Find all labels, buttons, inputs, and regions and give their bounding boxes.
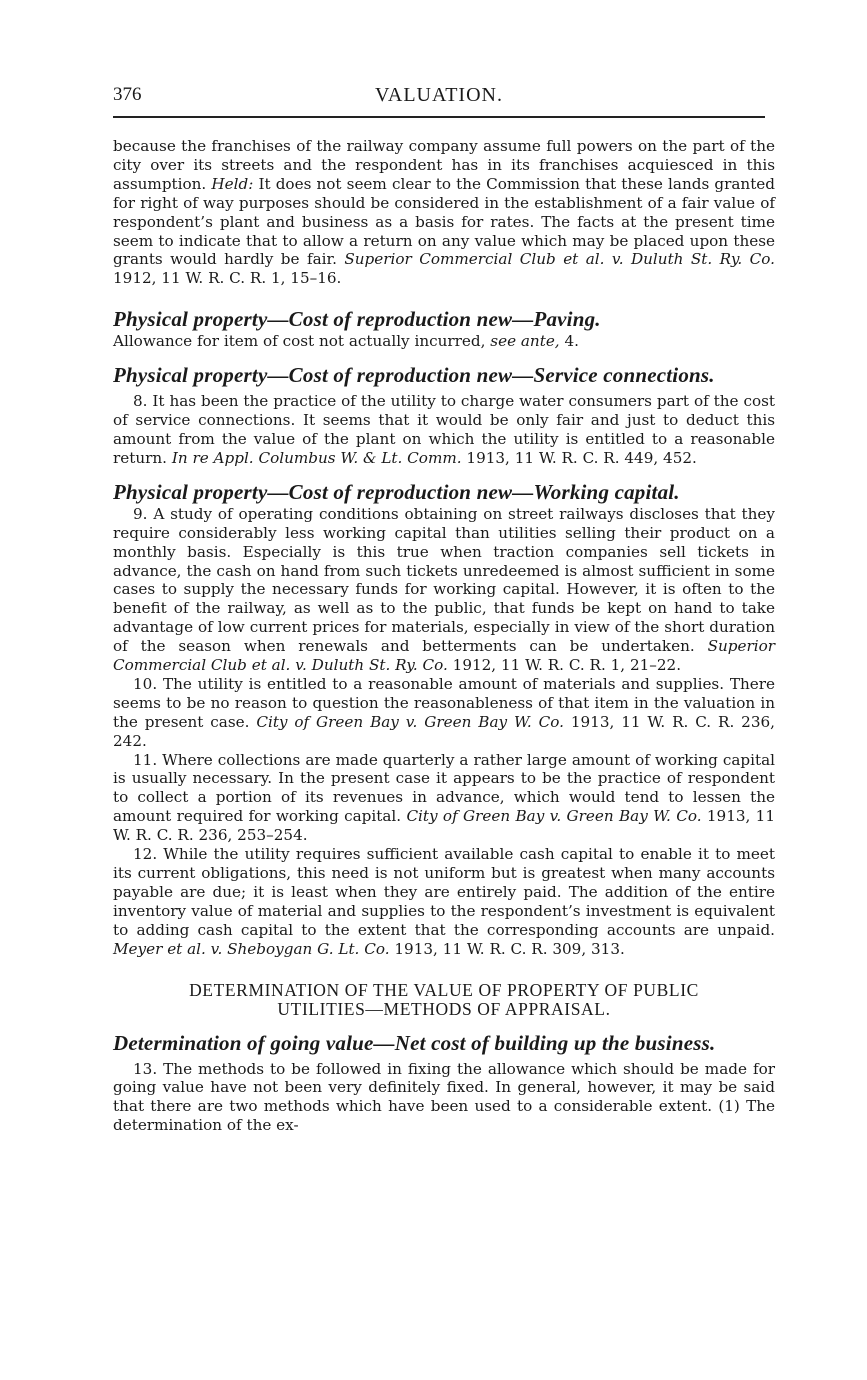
- body-text: [113, 137, 775, 1135]
- report-reference: 1913, 11 W. R. C. R. 236, 253–254.: [113, 807, 775, 845]
- case-citation: City of Green Bay v. Green Bay W. Co.: [406, 807, 702, 826]
- paragraph-9: [113, 505, 775, 675]
- paragraph-8: [113, 392, 775, 468]
- paragraph-paving: [113, 332, 775, 351]
- spacer: [113, 288, 775, 307]
- paragraph-11: [113, 751, 775, 846]
- report-reference: 1913, 11 W. R. C. R. 309, 313.: [389, 939, 625, 958]
- spacer: [113, 1019, 775, 1031]
- heading-service-connections: Physical property—Cost of reproduction new—Service connections.: [113, 363, 715, 388]
- case-citation: Superior Commercial Club et al. v. Duluth St. Ry. Co.: [113, 637, 775, 675]
- report-reference: 1912, 11 W. R. C. R. 1, 15–16.: [113, 269, 342, 288]
- page-header: [113, 84, 765, 114]
- text: 4.: [559, 332, 579, 351]
- section-title-line-2: UTILITIES—METHODS OF APPRAISAL.: [277, 998, 611, 1019]
- text: 11. Where collections are made quarterly a rather large amount of working capital is usually necessary. In the present case it appears to be the practice of respondent to collect a portion of its revenues in advance, which would tend to lessen the amount required for working capital.: [113, 750, 775, 826]
- held-label: Held:: [211, 174, 254, 193]
- text: 10. The utility is entitled to a reasonable amount of materials and supplies. There seems to be no reason to question the reasonableness of that item in the valuation in the present case.: [113, 674, 775, 731]
- spacer: [113, 351, 775, 363]
- paragraph-13: 13. The methods to be followed in fixing the allowance which should be made for going value have not been very definitely fixed. In general, however, it may be said that there are two methods which have been used to a considerable extent. (1) The determination of the ex-: [113, 1059, 775, 1135]
- heading-going-value: Determination of going value—Net cost of building up the business.: [113, 1030, 716, 1055]
- text: 8. It has been the practice of the utility to charge water consumers part of the cost of service connections. It seems that it would be only fair and just to deduct this amount from the value of the plant on which the utility is entitled to a reasonable return.: [113, 392, 775, 467]
- section-title: [113, 981, 775, 1019]
- report-reference: 1913, 11 W. R. C. R. 236, 242.: [113, 712, 775, 750]
- text: It does not seem clear to the Commission that these lands granted for right of way purposes should be considered in the establishment of a fair value of respondent’s plant and business as a basis for rates. The facts at the present time seem to indicate that to allow a return on any value which may be placed upon these grants would hardly be fair.: [113, 174, 776, 269]
- cross-reference: see ante,: [490, 332, 560, 351]
- report-reference: 1912, 11 W. R. C. R. 1, 21–22.: [447, 656, 682, 675]
- case-citation: In re Appl. Columbus W. & Lt. Comm.: [171, 448, 462, 467]
- paragraph-10: [113, 675, 775, 751]
- case-citation: Meyer et al. v. Sheboygan G. Lt. Co.: [113, 939, 390, 958]
- text: 12. While the utility requires sufficient available cash capital to enable it to meet its current obligations, this need is not uniform but is greatest when many accounts payable are due; it is least when they are entirely paid. The addition of the entire inventory value of material and supplies to the respondent’s investment is equivalent to adding cash capital to the extent that the corresponding accounts are unpaid.: [113, 845, 775, 939]
- heading-paving: Physical property—Cost of reproduction new—Paving.: [113, 307, 601, 332]
- text: because the franchises of the railway company assume full powers on the part of the city over its streets and the respondent has in its franchises acquiesced in this assumption.: [113, 137, 775, 193]
- page-number: 376: [113, 84, 142, 105]
- paragraph-12: [113, 845, 775, 958]
- case-citation: Superior Commercial Club et al. v. Duluth St. Ry. Co.: [344, 250, 776, 269]
- spacer: [113, 959, 775, 981]
- section-title-line-1: DETERMINATION OF THE VALUE OF PROPERTY OF PUBLIC: [189, 979, 699, 1000]
- header-rule: [113, 116, 765, 118]
- paragraph-intro: [113, 137, 775, 288]
- text: 9. A study of operating conditions obtaining on street railways discloses that they require considerably less working capital than utilities selling their product on a monthly basis. Especially is this true when traction companies sell tickets in advance, the cash on hand from such tickets unredeemed is almost sufficient in some cases to supply the necessary funds for working capital. However, it is often to the benefit of the railway, as well as to the public, that funds be kept on hand to take advantage of low current prices for materials, especially in view of the short duration of the season when renewals and betterments can be undertaken.: [113, 504, 775, 656]
- case-citation: City of Green Bay v. Green Bay W. Co.: [256, 712, 564, 731]
- report-reference: 1913, 11 W. R. C. R. 449, 452.: [461, 448, 697, 467]
- text: Allowance for item of cost not actually incurred,: [113, 332, 491, 351]
- running-head: VALUATION.: [375, 84, 503, 106]
- heading-working-capital: Physical property—Cost of reproduction new—Working capital.: [113, 479, 680, 504]
- spacer: [113, 468, 775, 480]
